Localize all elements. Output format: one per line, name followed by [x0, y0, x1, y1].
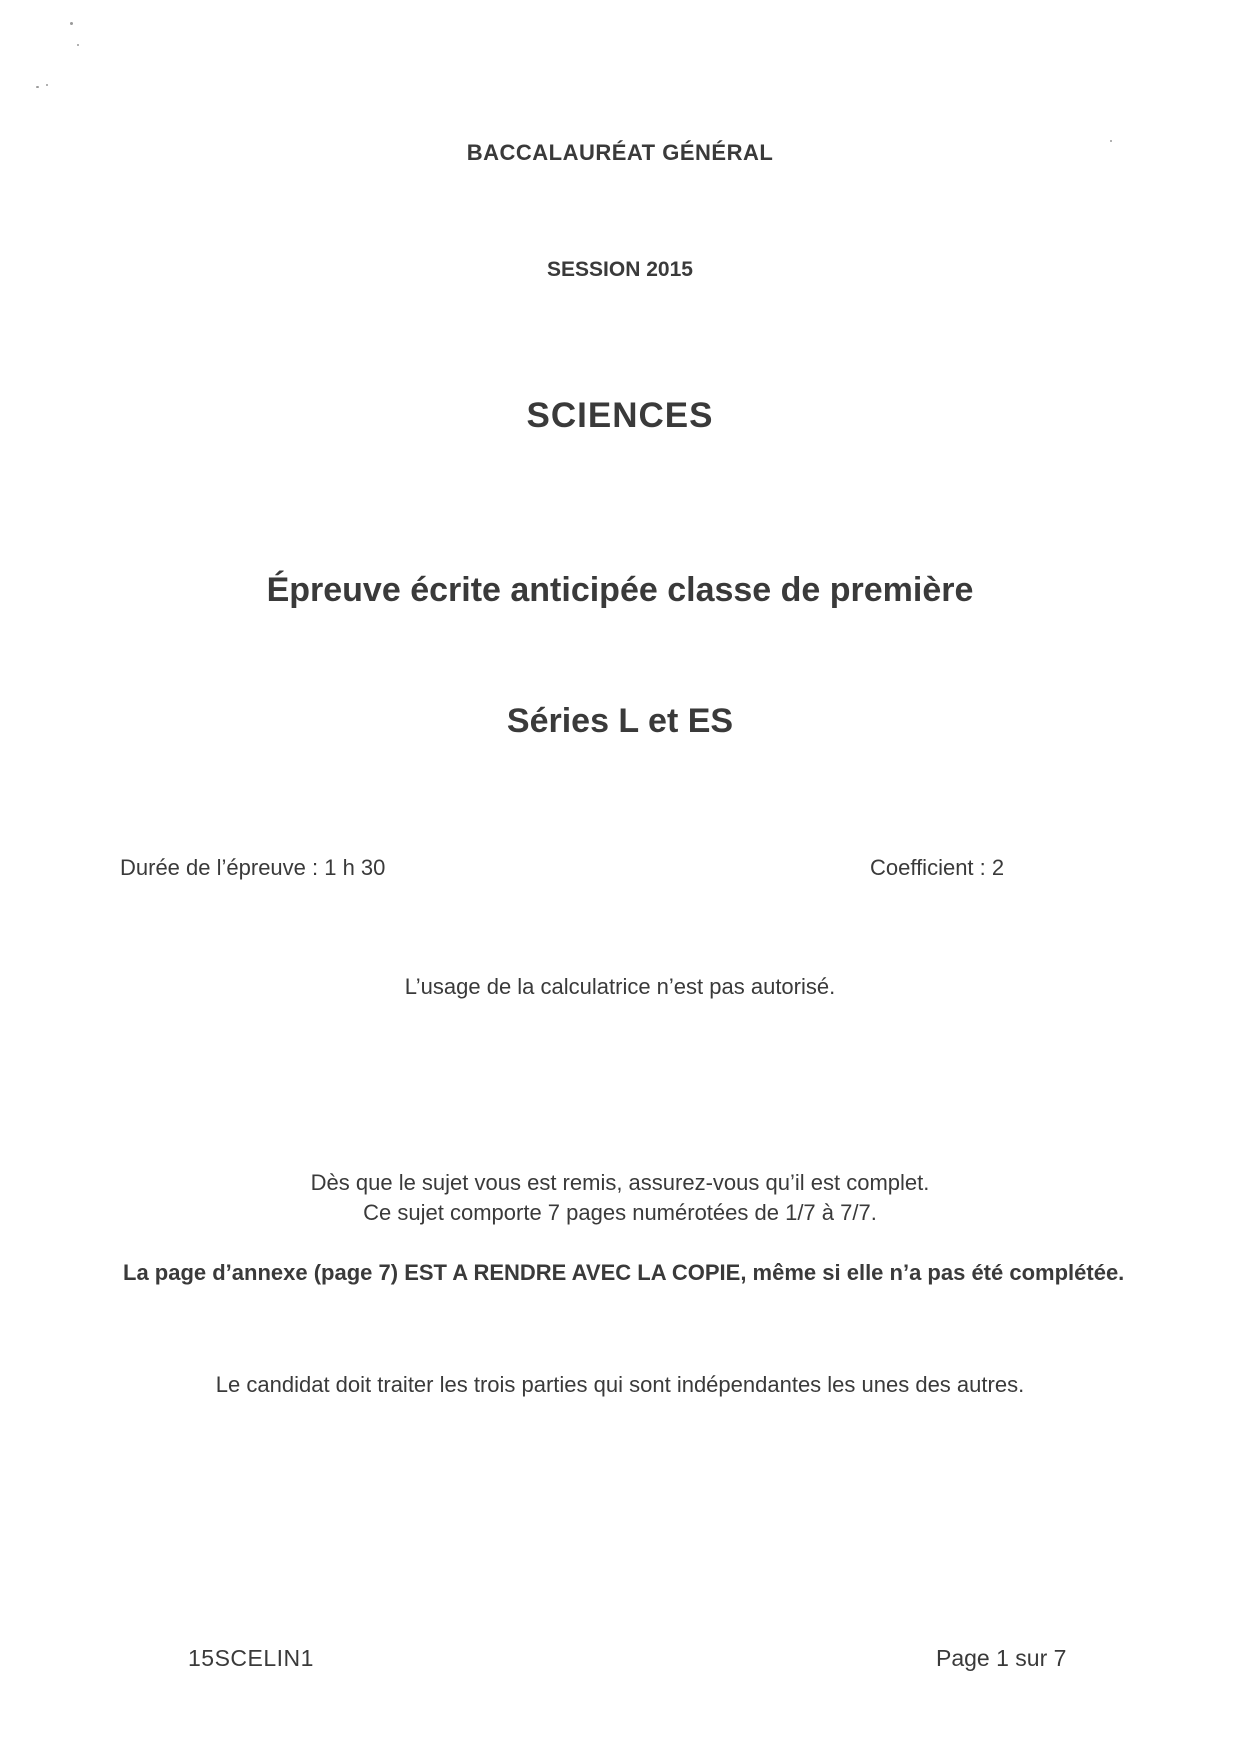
exam-type: Épreuve écrite anticipée classe de première [266, 571, 974, 609]
completeness-instruction: Dès que le sujet vous est remis, assurez-vous qu’il est complet. [310, 1170, 930, 1195]
scan-speck [77, 44, 79, 46]
series: Séries L et ES [506, 702, 734, 740]
exam-name: BACCALAURÉAT GÉNÉRAL [466, 140, 774, 165]
exam-coefficient: Coefficient : 2 [870, 855, 1005, 880]
subject-title: SCIENCES [526, 396, 714, 435]
annex-notice: La page d’annexe (page 7) EST A RENDRE AVEC LA COPIE, même si elle n’a pas été complétée. [123, 1260, 1125, 1285]
scan-speck [70, 22, 73, 25]
scan-speck [36, 86, 39, 88]
session: SESSION 2015 [547, 258, 693, 281]
subject-reference: 15SCELIN1 [188, 1645, 314, 1671]
candidate-notice: Le candidat doit traiter les trois parties qui sont indépendantes les unes des autres. [215, 1372, 1025, 1397]
scan-speck [46, 84, 48, 86]
exam-duration: Durée de l’épreuve : 1 h 30 [120, 855, 386, 880]
calculator-notice: L’usage de la calculatrice n’est pas autorisé. [404, 974, 836, 999]
page-count-instruction: Ce sujet comporte 7 pages numérotées de 1/7 à 7/7. [363, 1200, 877, 1225]
page-number: Page 1 sur 7 [936, 1645, 1067, 1671]
